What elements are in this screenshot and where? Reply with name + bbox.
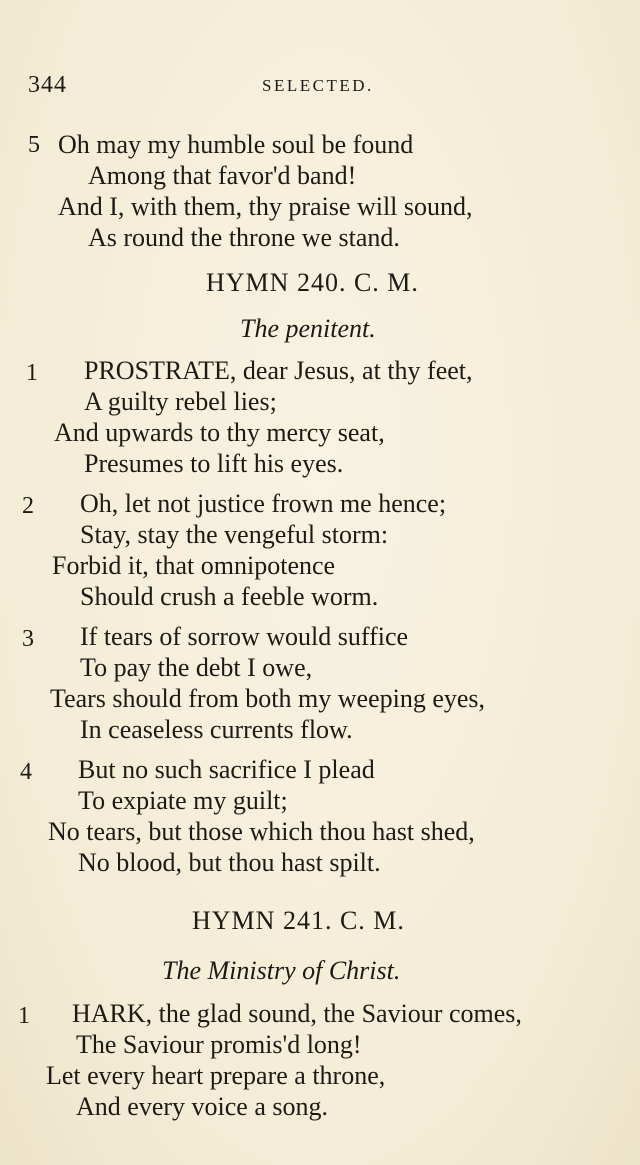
verse-line: As round the throne we stand. — [88, 223, 400, 252]
running-head: SELECTED. — [262, 76, 374, 95]
stanza-number: 1 — [26, 360, 38, 386]
stanza-number: 5 — [28, 132, 40, 158]
verse-line: No tears, but those which thou hast shed, — [48, 817, 475, 846]
verse-line: If tears of sorrow would suffice — [80, 622, 409, 651]
verse-line: And upwards to thy mercy seat, — [54, 418, 385, 447]
verse-line: Forbid it, that omnipotence — [52, 551, 336, 580]
stanza-number: 1 — [18, 1003, 30, 1029]
verse-line: In ceaseless currents flow. — [80, 715, 353, 744]
verse-line: Presumes to lift his eyes. — [84, 449, 344, 478]
hymn-title: HYMN 241. C. M. — [192, 906, 405, 935]
verse-line: And every voice a song. — [76, 1092, 328, 1121]
verse-line: A guilty rebel lies; — [84, 387, 277, 416]
verse-line: Oh may my humble soul be found — [58, 130, 414, 159]
page-number: 344 — [28, 72, 67, 98]
verse-line: HARK, the glad sound, the Saviour comes, — [72, 999, 522, 1028]
verse-line: But no such sacrifice I plead — [78, 755, 375, 784]
verse-line: Should crush a feeble worm. — [80, 582, 379, 611]
verse-line: No blood, but thou hast spilt. — [78, 848, 381, 877]
verse-line: To pay the debt I owe, — [80, 653, 313, 682]
hymn-title: HYMN 240. C. M. — [206, 268, 419, 297]
verse-line: And I, with them, thy praise will sound, — [58, 192, 473, 221]
verse-line: Among that favor'd band! — [88, 161, 357, 190]
verse-line: PROSTRATE, dear Jesus, at thy feet, — [84, 356, 473, 385]
stanza-number: 3 — [22, 626, 34, 652]
verse-line: Tears should from both my weeping eyes, — [50, 684, 486, 713]
verse-line: Let every heart prepare a throne, — [46, 1061, 386, 1090]
verse-line: To expiate my guilt; — [78, 786, 288, 815]
verse-line: Stay, stay the vengeful storm: — [80, 520, 389, 549]
verse-line: Oh, let not justice frown me hence; — [80, 489, 447, 518]
verse-line: The Saviour promis'd long! — [76, 1030, 362, 1059]
hymn-subtitle: The penitent. — [240, 314, 376, 343]
hymn-subtitle: The Ministry of Christ. — [162, 956, 401, 985]
stanza-number: 4 — [20, 759, 32, 785]
stanza-number: 2 — [22, 493, 34, 519]
